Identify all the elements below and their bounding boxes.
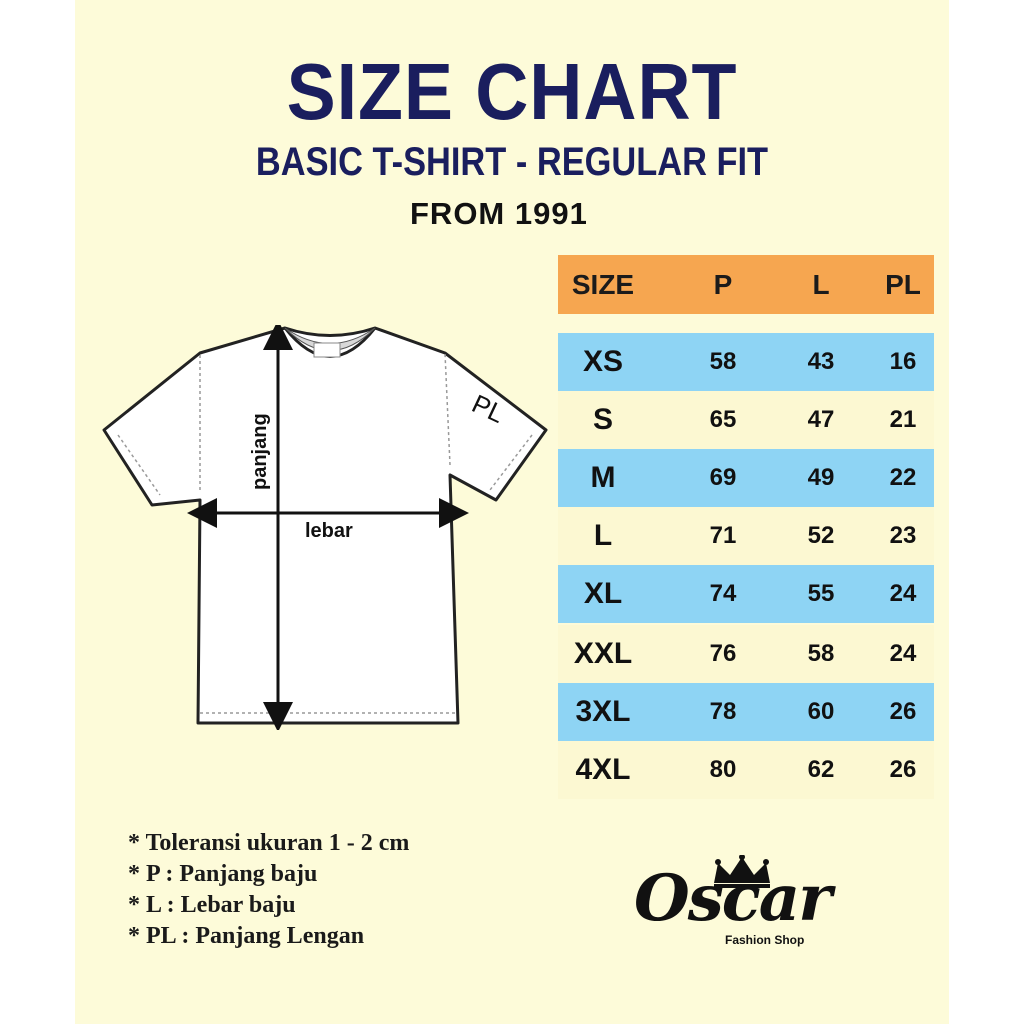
length-label: panjang (249, 413, 271, 490)
table-row (558, 391, 934, 449)
size-cell: 4XL (575, 753, 631, 786)
pl-cell: 16 (889, 348, 917, 375)
l-cell: 60 (807, 698, 835, 725)
pl-cell: 26 (889, 698, 917, 725)
size-cell: XL (583, 577, 623, 610)
brand-tagline: Fashion Shop (725, 933, 805, 947)
size-cell: M (590, 461, 616, 494)
table-row (558, 507, 934, 565)
pl-cell: 24 (889, 640, 917, 667)
tshirt-diagram (100, 325, 550, 730)
p-cell: 76 (709, 640, 737, 667)
p-cell: 74 (709, 580, 737, 607)
size-cell: 3XL (575, 695, 631, 728)
l-cell: 49 (807, 464, 835, 491)
page-subtitle: BASIC T-SHIRT - REGULAR FIT (255, 140, 769, 184)
size-cell: XXL (573, 637, 633, 670)
table-row (558, 683, 934, 741)
note-tolerance: * Toleransi ukuran 1 - 2 cm (128, 830, 410, 856)
p-cell: 80 (709, 756, 737, 783)
notes-list (128, 828, 409, 952)
page-title: SIZE CHART (286, 47, 738, 136)
pl-cell: 22 (889, 464, 917, 491)
column-header-p: P (713, 268, 733, 300)
brand-name: Oscar (634, 861, 830, 936)
note-pl: * PL : Panjang Lengan (128, 923, 365, 949)
p-cell: 71 (709, 522, 737, 549)
l-cell: 62 (807, 756, 835, 783)
pl-cell: 26 (889, 756, 917, 783)
size-cell: L (593, 519, 613, 552)
width-label: lebar (305, 520, 353, 542)
p-cell: 69 (709, 464, 737, 491)
pl-cell: 24 (889, 580, 917, 607)
l-cell: 47 (807, 406, 835, 433)
l-cell: 58 (807, 640, 835, 667)
table-row (558, 741, 934, 799)
table-row (558, 449, 934, 507)
l-cell: 43 (807, 348, 835, 375)
column-header-size: SIZE (571, 268, 635, 300)
column-header-pl: PL (885, 268, 921, 300)
pl-cell: 23 (889, 522, 917, 549)
sleeve-label: PL (467, 388, 509, 429)
note-p: * P : Panjang baju (128, 861, 318, 887)
p-cell: 65 (709, 406, 737, 433)
p-cell: 58 (709, 348, 737, 375)
column-header-l: L (812, 268, 830, 300)
since-label: FROM 1991 (410, 196, 588, 231)
pl-cell: 21 (889, 406, 917, 433)
size-cell: S (592, 403, 613, 436)
l-cell: 55 (807, 580, 835, 607)
table-row (558, 333, 934, 391)
table-row (558, 625, 934, 683)
l-cell: 52 (807, 522, 835, 549)
table-header (558, 255, 934, 314)
brand-logo (630, 855, 840, 955)
size-cell: XS (582, 345, 624, 378)
p-cell: 78 (709, 698, 737, 725)
note-l: * L : Lebar baju (128, 892, 296, 918)
table-row (558, 565, 934, 623)
